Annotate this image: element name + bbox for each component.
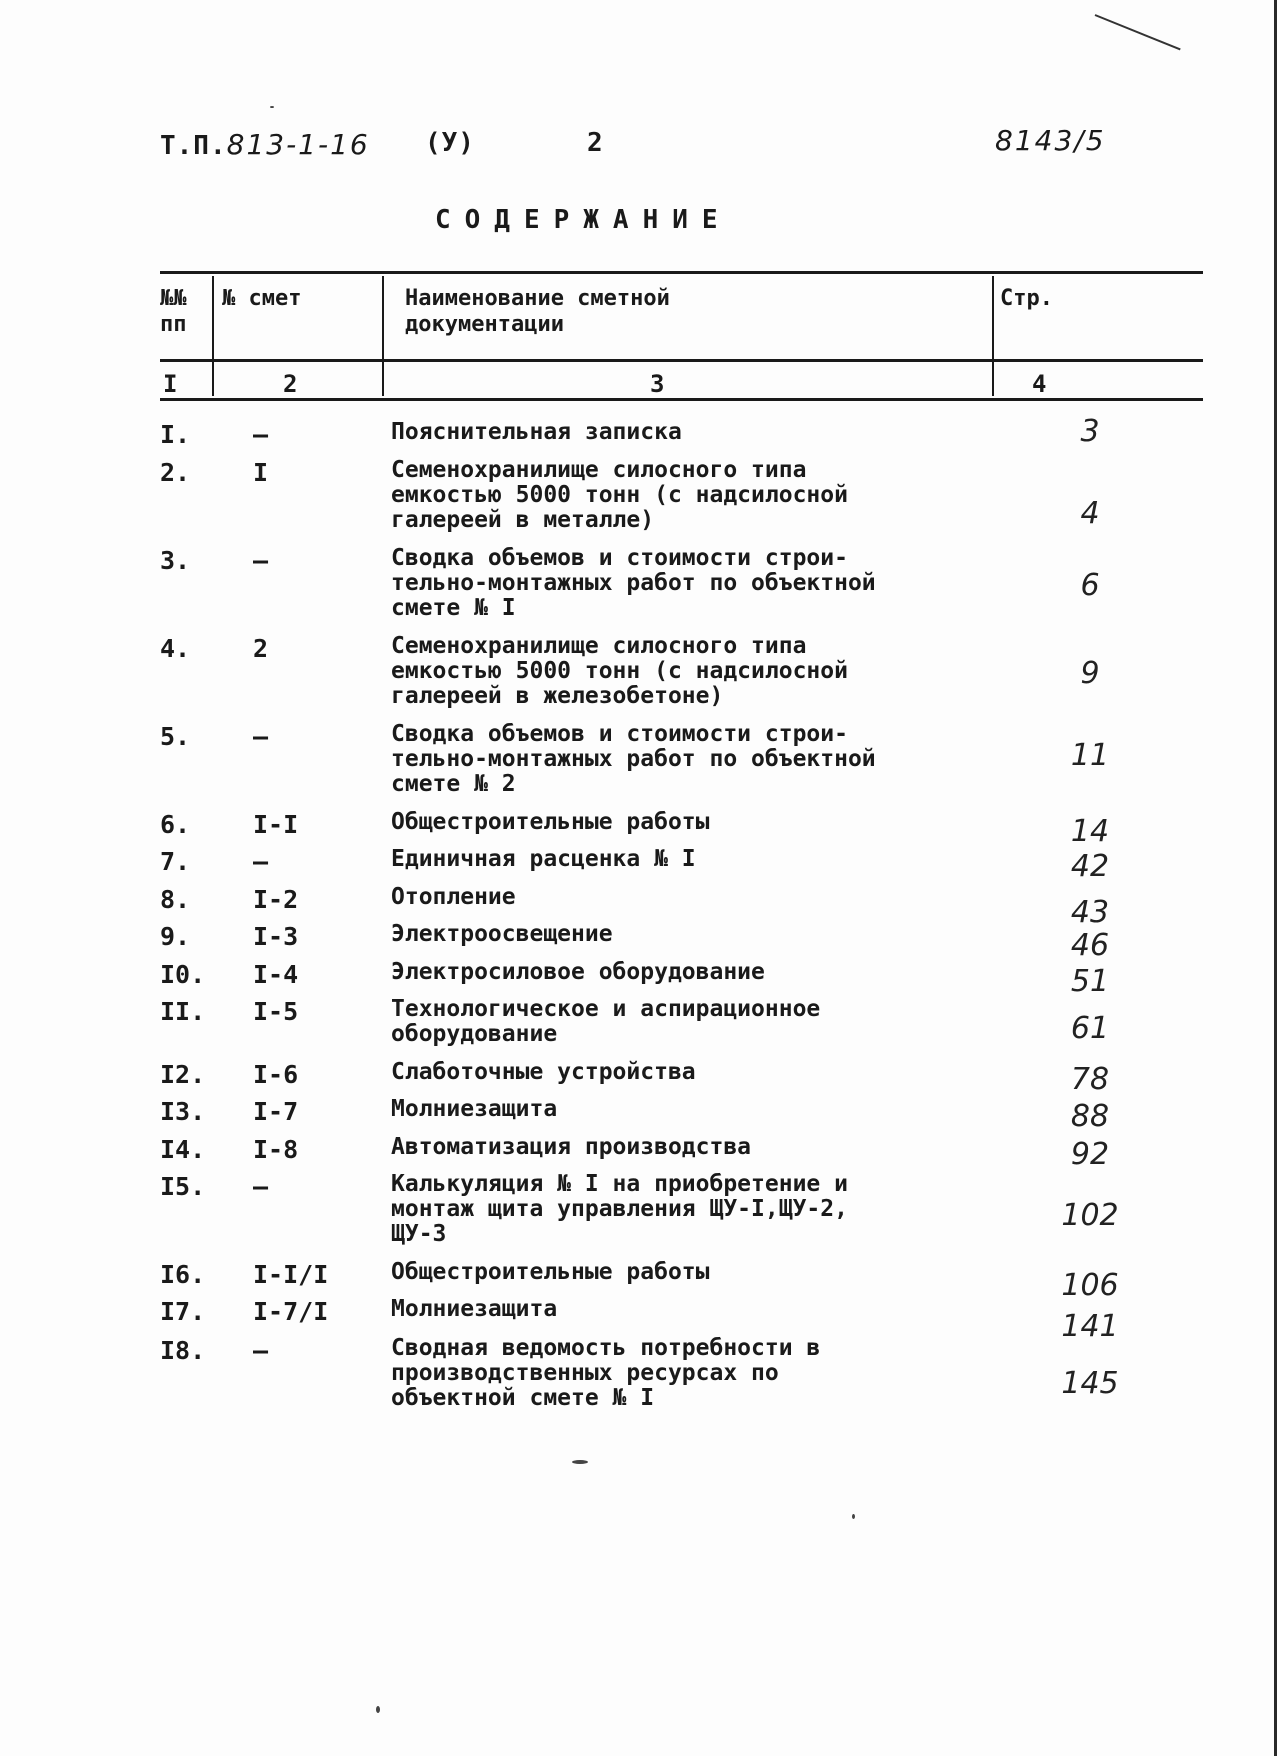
scan-speck <box>852 1514 855 1519</box>
row-number: 6. <box>160 810 191 839</box>
table-header-rule <box>160 359 1203 362</box>
row-page: 14 <box>1070 814 1110 849</box>
row-page: 9 <box>1080 656 1100 691</box>
header-col-estimate: № смет <box>222 286 302 311</box>
row-page: 61 <box>1070 1011 1110 1046</box>
row-number: I7. <box>160 1297 206 1326</box>
header-col-page: Стр. <box>1000 286 1053 311</box>
row-page: 145 <box>1061 1366 1119 1401</box>
row-name: Семенохранилище силосного типа емкостью 5000 тонн (с надсилосной галереей в металле) <box>391 457 848 533</box>
row-number: I8. <box>160 1336 206 1365</box>
colnum-3: 3 <box>650 370 665 398</box>
table-colnum-rule <box>160 398 1203 401</box>
row-page: 11 <box>1070 738 1110 773</box>
row-page: 92 <box>1070 1137 1110 1172</box>
row-number: I3. <box>160 1097 206 1126</box>
tp-label: Т.П. <box>160 131 227 161</box>
row-page: 42 <box>1070 849 1110 884</box>
scan-speck <box>270 106 274 108</box>
colnum-2: 2 <box>283 370 298 398</box>
header-col-name: Наименование сметной документации <box>405 286 670 337</box>
row-estimate: I-2 <box>253 885 299 914</box>
row-estimate: I-7/I <box>253 1297 329 1326</box>
header-col-number: №№ пп <box>160 286 187 337</box>
row-name: Сводная ведомость потребности в производственных ресурсах по объектной смете № I <box>391 1335 821 1411</box>
row-name: Молниезащита <box>391 1296 558 1322</box>
row-estimate: I-7 <box>253 1097 299 1126</box>
row-estimate: – <box>253 722 269 751</box>
row-estimate: I-I/I <box>253 1260 329 1289</box>
header-tp <box>160 128 370 161</box>
row-number: I2. <box>160 1060 206 1089</box>
row-estimate: I-I <box>253 810 299 839</box>
row-estimate: I-5 <box>253 997 299 1026</box>
row-name: Семенохранилище силосного типа емкостью 5000 тонн (с надсилосной галереей в железобетоне) <box>391 633 848 709</box>
table-top-rule <box>160 271 1203 274</box>
row-page: 102 <box>1061 1198 1119 1233</box>
row-name: Слаботочные устройства <box>391 1059 696 1085</box>
row-name: Калькуляция № I на приобретение и монтаж щита управления ЩУ-I,ЩУ-2, ЩУ-3 <box>391 1171 848 1247</box>
row-page: 106 <box>1061 1268 1119 1303</box>
row-name: Отопление <box>391 884 516 910</box>
header-separator-2 <box>382 276 384 396</box>
header-archive-number: 8143/5 <box>995 124 1106 157</box>
row-estimate: 2 <box>253 634 269 663</box>
row-number: I. <box>160 420 191 449</box>
row-estimate: I-6 <box>253 1060 299 1089</box>
row-number: I5. <box>160 1172 206 1201</box>
row-number: 7. <box>160 847 191 876</box>
row-number: 3. <box>160 546 191 575</box>
page-title: СОДЕРЖАНИЕ <box>435 205 732 235</box>
tp-number: 813-1-16 <box>226 128 370 161</box>
row-page: 78 <box>1070 1062 1110 1097</box>
scan-speck <box>572 1460 588 1464</box>
header-separator-1 <box>212 276 214 396</box>
row-number: I6. <box>160 1260 206 1289</box>
row-page: 88 <box>1070 1099 1110 1134</box>
row-page: 4 <box>1080 496 1100 531</box>
row-estimate: – <box>253 546 269 575</box>
row-estimate: I-4 <box>253 960 299 989</box>
header-separator-3 <box>992 276 994 396</box>
colnum-4: 4 <box>1032 370 1047 398</box>
header-sheet-number: 2 <box>587 128 604 158</box>
row-estimate: I-8 <box>253 1135 299 1164</box>
row-name: Общестроительные работы <box>391 1259 710 1285</box>
row-estimate: I-3 <box>253 922 299 951</box>
row-page: 43 <box>1070 895 1110 930</box>
row-number: 4. <box>160 634 191 663</box>
row-estimate: – <box>253 847 269 876</box>
row-page: 51 <box>1070 964 1110 999</box>
header-variant: (У) <box>425 128 475 158</box>
row-name: Молниезащита <box>391 1096 558 1122</box>
colnum-1: I <box>163 370 178 398</box>
row-name: Пояснительная записка <box>391 419 682 445</box>
row-number: I4. <box>160 1135 206 1164</box>
row-page: 3 <box>1080 414 1100 449</box>
row-name: Сводка объемов и стоимости строи- тельно-монтажных работ по объектной смете № I <box>391 545 876 621</box>
scan-speck <box>376 1706 380 1713</box>
row-number: II. <box>160 997 206 1026</box>
row-page: 46 <box>1070 928 1110 963</box>
row-number: 9. <box>160 922 191 951</box>
row-name: Автоматизация производства <box>391 1134 752 1160</box>
row-estimate: – <box>253 420 269 449</box>
row-page: 6 <box>1080 568 1100 603</box>
row-name: Общестроительные работы <box>391 809 710 835</box>
row-number: 8. <box>160 885 191 914</box>
row-estimate: – <box>253 1172 269 1201</box>
row-number: 2. <box>160 458 191 487</box>
row-estimate: I <box>253 458 269 487</box>
row-number: 5. <box>160 722 191 751</box>
row-page: 141 <box>1061 1309 1119 1344</box>
row-number: I0. <box>160 960 206 989</box>
row-name: Электроосвещение <box>391 921 613 947</box>
row-name: Единичная расценка № I <box>391 846 696 872</box>
corner-pen-stroke <box>1095 14 1181 50</box>
row-name: Сводка объемов и стоимости строи- тельно-монтажных работ по объектной смете № 2 <box>391 721 876 797</box>
row-estimate: – <box>253 1336 269 1365</box>
row-name: Технологическое и аспирационное оборудование <box>391 996 821 1047</box>
row-name: Электросиловое оборудование <box>391 959 765 985</box>
